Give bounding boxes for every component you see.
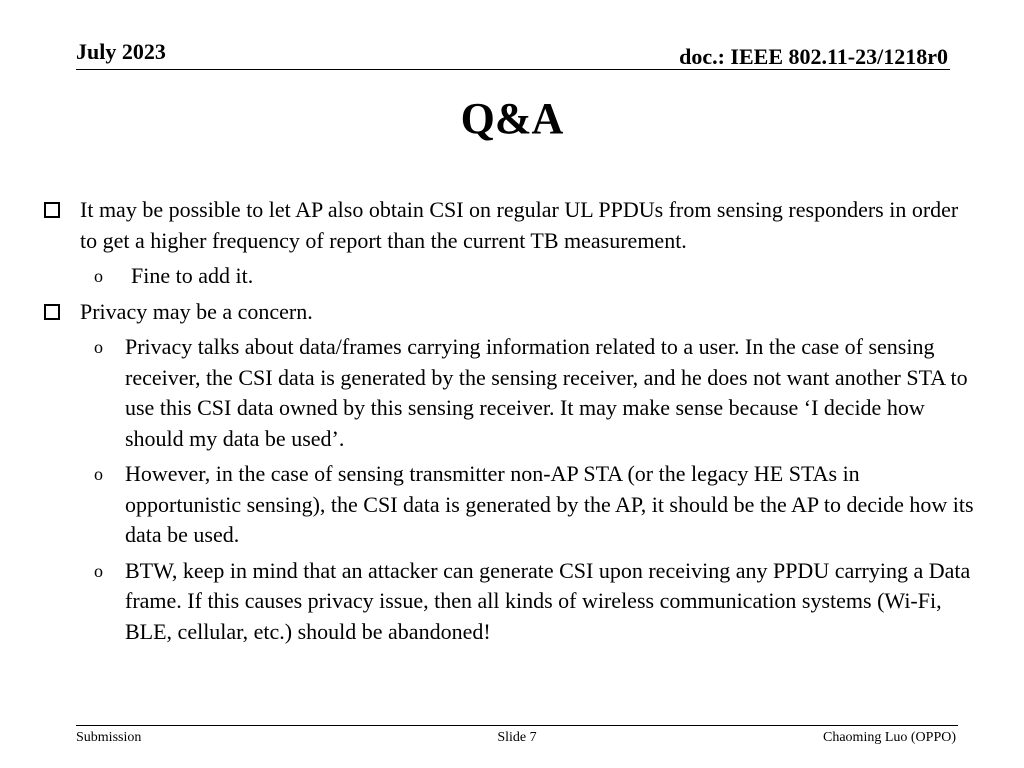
footer-author: Chaoming Luo (OPPO) <box>823 730 956 745</box>
circle-bullet-icon: o <box>94 337 103 357</box>
sub-bullet-text: BTW, keep in mind that an attacker can generate CSI upon receiving any PPDU carrying a Data frame. If this causes privacy issue, then all kinds of wireless communication systems (Wi-Fi, BLE, cellular, etc.) should be abandoned! <box>125 557 971 644</box>
slide-body <box>38 195 978 652</box>
sub-bullet-item <box>38 556 978 648</box>
slide-title: Q&A <box>460 94 564 143</box>
circle-bullet-icon: o <box>94 560 103 581</box>
sub-bullet-item <box>38 261 978 292</box>
footer-divider <box>76 725 958 726</box>
bullet-text: Privacy may be a concern. <box>80 298 313 324</box>
sub-bullet-text: Privacy talks about data/frames carrying information related to a user. In the case of sensing receiver, the CSI data is generated by the sensing receiver, and he does not want another STA to use this CSI data owned by this sensing receiver. It may make sense because ‘I decide how should my data be used’. <box>125 334 968 451</box>
header-doc-id: doc.: IEEE 802.11-23/1218r0 <box>679 44 948 69</box>
sub-bullet-text: Fine to add it. <box>131 263 254 288</box>
square-bullet-icon <box>44 202 60 218</box>
bullet-item <box>38 195 978 256</box>
footer-submission: Submission <box>76 730 142 745</box>
sub-bullet-item <box>38 332 978 454</box>
circle-bullet-icon: o <box>94 266 103 286</box>
bullet-text: It may be possible to let AP also obtain CSI on regular UL PPDUs from sensing responders in order to get a higher frequency of report than the current TB measurement. <box>80 197 959 253</box>
sub-bullet-item <box>38 459 978 551</box>
header-divider <box>76 69 950 70</box>
footer-slide-number: Slide 7 <box>497 730 537 745</box>
bullet-item <box>38 297 978 328</box>
circle-bullet-icon: o <box>94 464 103 484</box>
square-bullet-icon <box>44 304 60 320</box>
header-date: July 2023 <box>76 39 166 64</box>
sub-bullet-text: However, in the case of sensing transmitter non-AP STA (or the legacy HE STAs in opportunistic sensing), the CSI data is generated by the AP, it should be the AP to decide how its data be used. <box>125 461 974 547</box>
